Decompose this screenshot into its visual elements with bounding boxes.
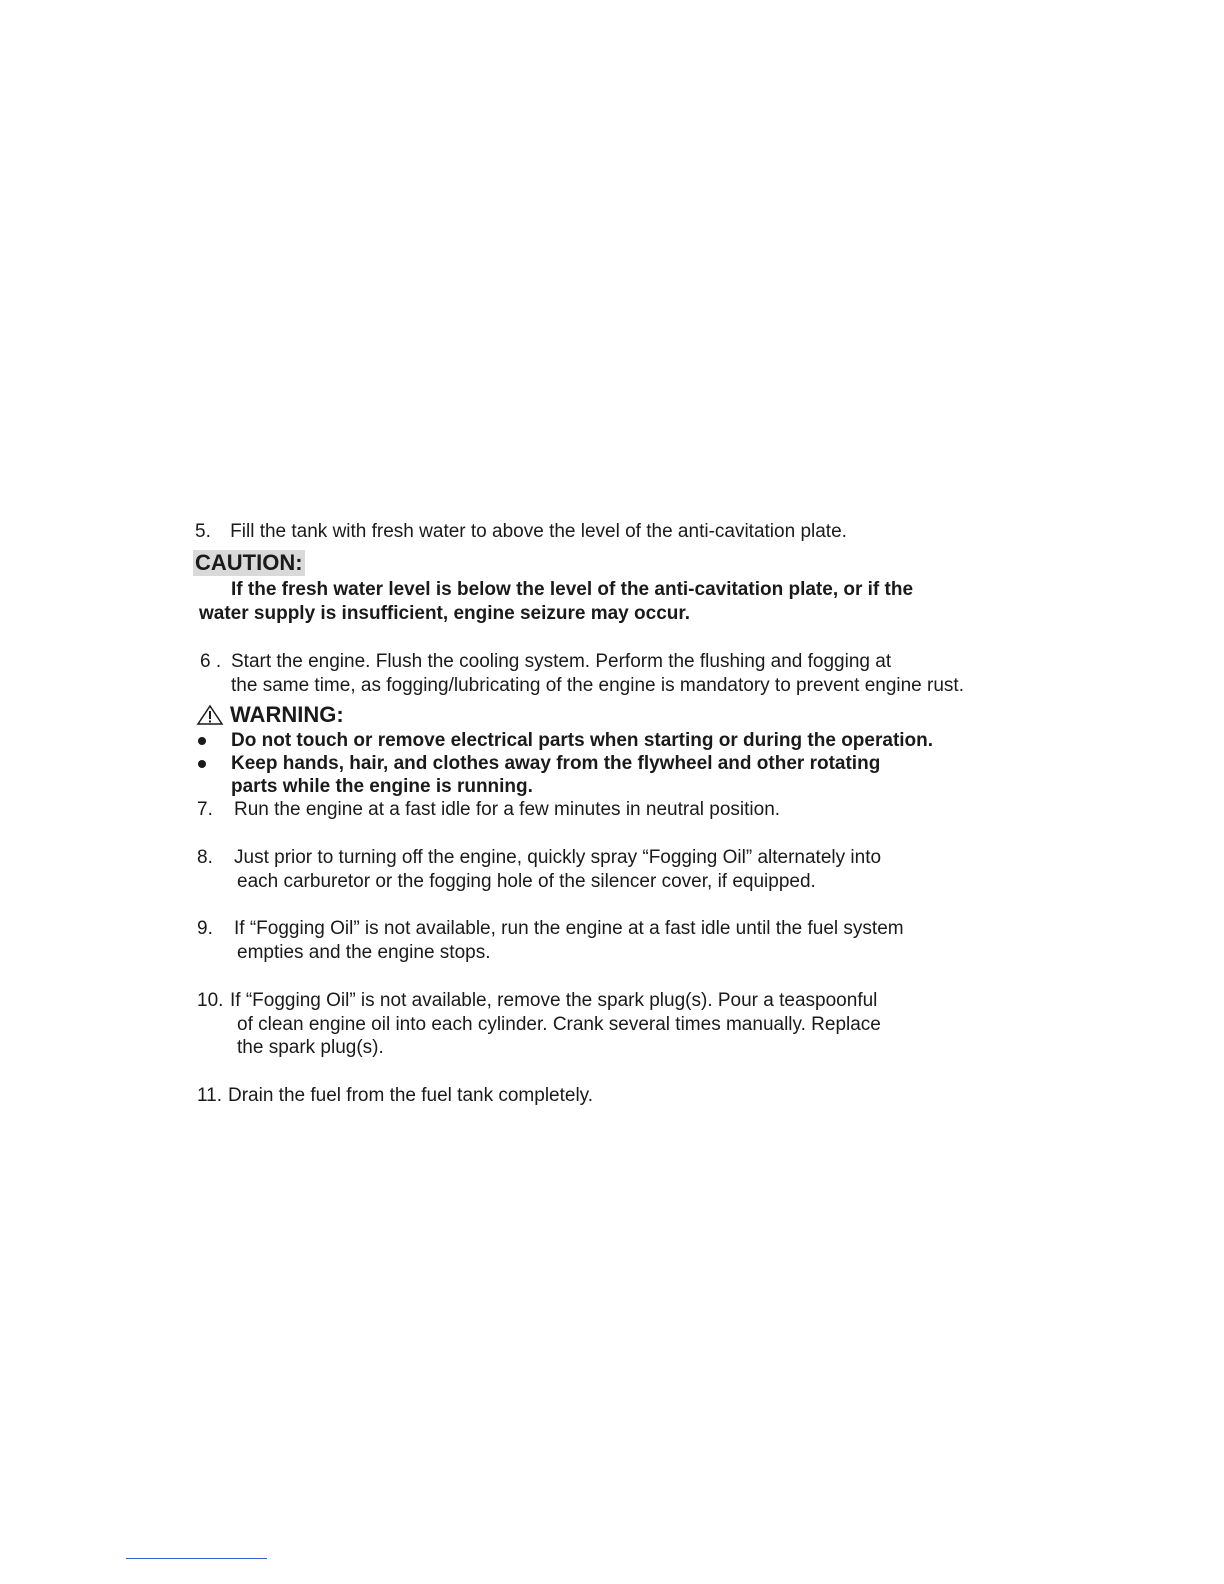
step-9 [197, 917, 904, 941]
step-9-line-2: empties and the engine stops. [237, 942, 491, 963]
warning-bullet-2-line-2: parts while the engine is running. [231, 776, 533, 797]
caution-text-line-1: If the fresh water level is below the level of the anti-cavitation plate, or if the [231, 579, 914, 600]
step-text: Drain the fuel from the fuel tank completely. [228, 1085, 594, 1106]
step-number: 5. [195, 521, 211, 542]
step-text-line-1: Start the engine. Flush the cooling system. Perform the flushing and fogging at [231, 651, 892, 672]
warning-label: WARNING: [230, 702, 344, 727]
warning-bullet-2-line-1: Keep hands, hair, and clothes away from the flywheel and other rotating [231, 753, 881, 774]
step-11 [197, 1084, 593, 1108]
warning-heading [196, 702, 344, 728]
step-6 [200, 650, 891, 674]
step-10 [197, 989, 877, 1013]
footnote-separator [126, 1558, 267, 1559]
step-8-line-2: each carburetor or the fogging hole of the silencer cover, if equipped. [237, 871, 816, 892]
step-number: 7. [197, 799, 213, 820]
step-6-line-2: the same time, as fogging/lubricating of the engine is mandatory to prevent engine rust. [231, 675, 964, 696]
step-10-line-2: of clean engine oil into each cylinder. Crank several times manually. Replace [237, 1014, 881, 1035]
step-7 [197, 798, 780, 822]
step-text-line-1: Just prior to turning off the engine, quickly spray “Fogging Oil” alternately into [234, 847, 882, 868]
step-text: Fill the tank with fresh water to above the level of the anti-cavitation plate. [230, 521, 847, 542]
caution-text-line-2: water supply is insufficient, engine seizure may occur. [199, 603, 690, 624]
step-number: 8. [197, 847, 213, 868]
step-number: 9. [197, 918, 213, 939]
step-number: 10. [197, 990, 224, 1011]
warning-triangle-icon [196, 704, 224, 726]
step-8 [197, 846, 881, 870]
step-5 [195, 520, 847, 544]
step-10-line-3: the spark plug(s). [237, 1037, 384, 1058]
step-text-line-1: If “Fogging Oil” is not available, remove the spark plug(s). Pour a teaspoonful [230, 990, 878, 1011]
caution-label: CAUTION: [195, 550, 303, 575]
step-text: Run the engine at a fast idle for a few minutes in neutral position. [234, 799, 781, 820]
step-number: 6 . [200, 651, 222, 672]
step-number: 11. [197, 1085, 223, 1106]
step-text-line-1: If “Fogging Oil” is not available, run the engine at a fast idle until the fuel system [234, 918, 904, 939]
bullet-icon [198, 737, 206, 745]
bullet-icon [198, 760, 206, 768]
warning-bullet-1: Do not touch or remove electrical parts when starting or during the operation. [231, 730, 934, 751]
